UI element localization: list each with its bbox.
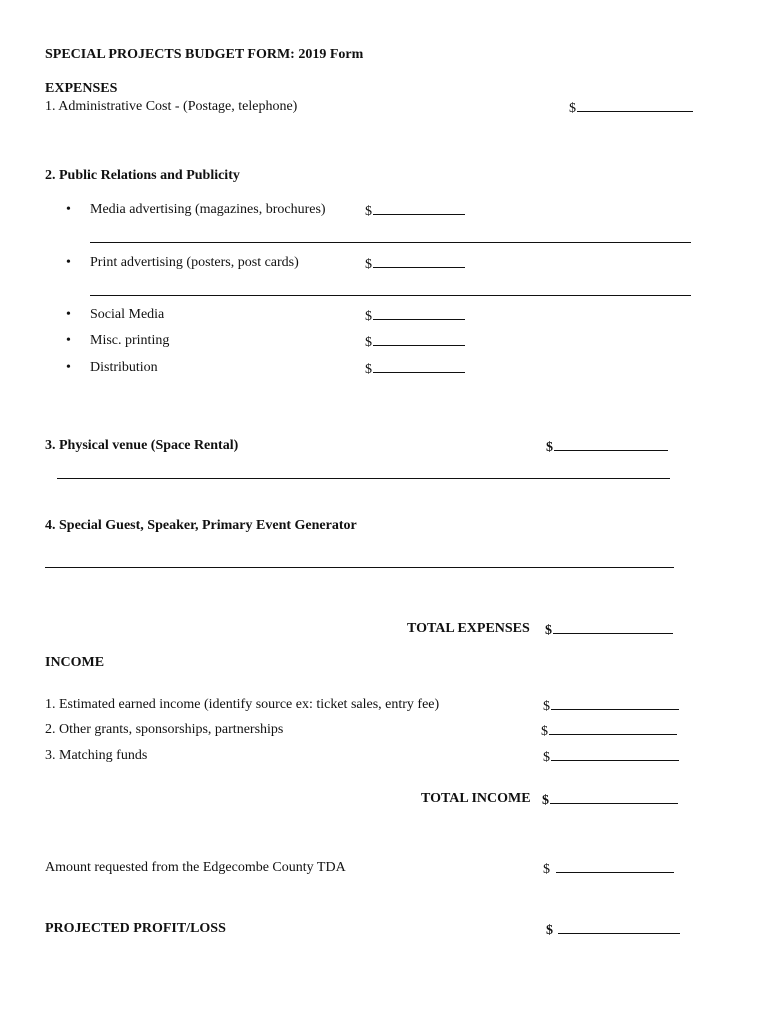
total-income-field[interactable] xyxy=(542,791,678,809)
media-advertising-field[interactable] xyxy=(365,202,465,220)
special-guest-notes-line[interactable] xyxy=(45,567,674,568)
projected-profit-loss-label: PROJECTED PROFIT/LOSS xyxy=(45,921,226,936)
bullet-icon: • xyxy=(66,307,71,322)
bullet-icon: • xyxy=(66,333,71,348)
other-grants-label: 2. Other grants, sponsorships, partnerships xyxy=(45,722,284,737)
special-guest-label: 4. Special Guest, Speaker, Primary Event Generator xyxy=(45,518,357,533)
currency-symbol: $ xyxy=(569,101,576,116)
amount-requested-field[interactable] xyxy=(543,860,674,878)
other-grants-field[interactable] xyxy=(541,722,677,740)
earned-income-label: 1. Estimated earned income (identify source ex: ticket sales, entry fee) xyxy=(45,697,440,712)
earned-income-field[interactable] xyxy=(543,697,679,715)
currency-symbol: $ xyxy=(543,699,550,714)
currency-symbol: $ xyxy=(546,923,553,938)
bullet-icon: • xyxy=(66,360,71,375)
misc-printing-field[interactable] xyxy=(365,333,465,351)
currency-symbol: $ xyxy=(365,362,372,377)
print-advertising-field[interactable] xyxy=(365,255,465,273)
print-advertising-label: Print advertising (posters, post cards) xyxy=(90,255,299,270)
currency-symbol: $ xyxy=(541,724,548,739)
public-relations-heading: 2. Public Relations and Publicity xyxy=(45,168,240,183)
physical-venue-label: 3. Physical venue (Space Rental) xyxy=(45,438,239,453)
media-advertising-label: Media advertising (magazines, brochures) xyxy=(90,202,326,217)
amount-requested-label: Amount requested from the Edgecombe County TDA xyxy=(45,860,346,875)
total-expenses-field[interactable] xyxy=(545,621,673,639)
media-advertising-notes-line[interactable] xyxy=(90,242,691,243)
projected-profit-loss-field[interactable] xyxy=(546,921,680,939)
social-media-field[interactable] xyxy=(365,307,465,325)
admin-cost-field[interactable] xyxy=(569,99,693,117)
currency-symbol: $ xyxy=(365,204,372,219)
physical-venue-field[interactable] xyxy=(546,438,668,456)
bullet-icon: • xyxy=(66,255,71,270)
currency-symbol: $ xyxy=(365,309,372,324)
currency-symbol: $ xyxy=(542,793,549,808)
total-expenses-label: TOTAL EXPENSES xyxy=(407,621,530,636)
misc-printing-label: Misc. printing xyxy=(90,333,170,348)
currency-symbol: $ xyxy=(543,750,550,765)
matching-funds-label: 3. Matching funds xyxy=(45,748,148,763)
currency-symbol: $ xyxy=(365,257,372,272)
form-title: SPECIAL PROJECTS BUDGET FORM: 2019 Form xyxy=(45,47,364,62)
bullet-icon: • xyxy=(66,202,71,217)
matching-funds-field[interactable] xyxy=(543,748,679,766)
admin-cost-label: 1. Administrative Cost - (Postage, telephone) xyxy=(45,99,298,114)
distribution-label: Distribution xyxy=(90,360,158,375)
currency-symbol: $ xyxy=(546,440,553,455)
expenses-heading: EXPENSES xyxy=(45,81,118,96)
print-advertising-notes-line[interactable] xyxy=(90,295,691,296)
social-media-label: Social Media xyxy=(90,307,165,322)
physical-venue-notes-line[interactable] xyxy=(57,478,670,479)
currency-symbol: $ xyxy=(365,335,372,350)
currency-symbol: $ xyxy=(543,862,550,877)
currency-symbol: $ xyxy=(545,623,552,638)
income-heading: INCOME xyxy=(45,655,105,670)
total-income-label: TOTAL INCOME xyxy=(421,791,531,806)
distribution-field[interactable] xyxy=(365,360,465,378)
